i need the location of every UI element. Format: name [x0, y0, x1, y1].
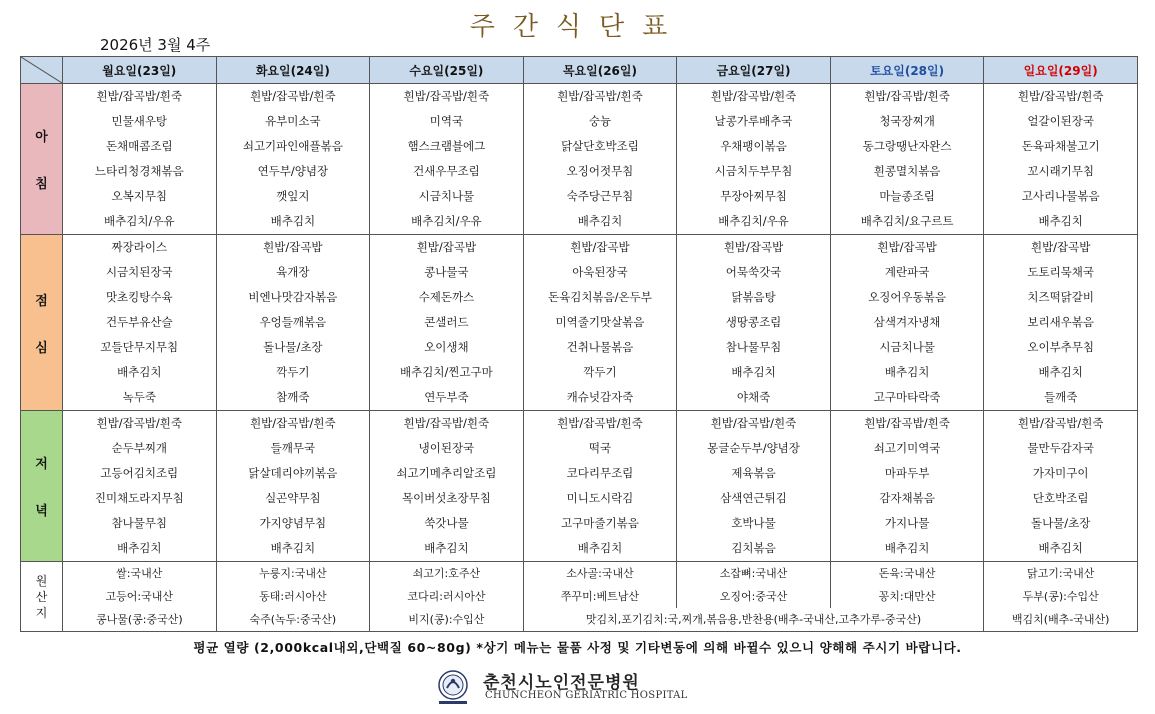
menu-item: 흰밥/잡곡밥	[877, 240, 937, 254]
menu-cell	[984, 411, 1138, 562]
menu-item: 비엔나맛감자볶음	[248, 290, 338, 304]
menu-item: 코다리:러시아산	[407, 590, 486, 603]
menu-cell	[63, 562, 217, 609]
menu-item: 느타리청경채볶음	[94, 164, 184, 178]
menu-item: 숭늉	[588, 114, 612, 128]
menu-item: 흰밥/잡곡밥/흰죽	[557, 89, 643, 103]
menu-item: 소사골:국내산	[566, 567, 634, 580]
menu-item: 꽁치:대만산	[878, 590, 936, 603]
menu-item: 미역줄기맛살볶음	[555, 315, 645, 329]
menu-item: 흰밥/잡곡밥/흰죽	[96, 416, 183, 430]
menu-item: 쇠고기메추리알조림	[396, 466, 497, 480]
menu-cell	[370, 562, 524, 609]
menu-item: 시금치나물	[879, 340, 935, 354]
hospital-name-en: CHUNCHEON GERIATRIC HOSPITAL	[485, 690, 688, 701]
menu-item: 가자미구이	[1032, 466, 1089, 480]
meal-label-char: 침	[35, 177, 48, 192]
menu-item: 떡국	[588, 441, 612, 455]
menu-item: 배추김치	[270, 541, 316, 555]
menu-item: 고등어김치조림	[100, 466, 179, 480]
menu-item: 치즈떡닭갈비	[1027, 290, 1095, 304]
menu-item: 고구마타락죽	[873, 390, 941, 404]
menu-item: 흰밥/잡곡밥/흰죽	[710, 416, 797, 430]
menu-item: 순두부찌개	[111, 441, 168, 455]
menu-item: 꼬들단무지무침	[100, 340, 179, 354]
meal-label-char: 저	[35, 457, 48, 472]
menu-cell	[370, 235, 524, 411]
meal-label-char: 점	[35, 293, 48, 309]
menu-item: 쇠고기파인애플볶음	[242, 139, 343, 153]
meal-label-lunch	[21, 235, 63, 411]
corner-cell	[21, 57, 63, 84]
menu-item: 들깨죽	[1044, 390, 1078, 404]
menu-item: 계란파국	[884, 265, 930, 279]
menu-item: 돈육김치볶음/온두부	[548, 290, 652, 304]
menu-item: 쌀:국내산	[116, 567, 163, 580]
menu-item: 흰밥/잡곡밥/흰죽	[403, 89, 490, 103]
menu-item: 얼갈이된장국	[1027, 114, 1095, 128]
menu-item: 민물새우탕	[111, 114, 168, 128]
menu-cell	[677, 411, 831, 562]
hospital-logo	[433, 666, 693, 708]
menu-item: 참나물무침	[725, 340, 782, 354]
menu-item: 배추김치	[577, 541, 623, 555]
menu-item: 단호박조림	[1032, 491, 1089, 505]
meal-label-breakfast	[21, 84, 63, 235]
menu-cell	[216, 608, 370, 632]
menu-cell	[830, 562, 984, 609]
menu-item: 오징어젓무침	[566, 164, 634, 178]
menu-item: 배추김치	[117, 541, 162, 555]
day-header: 일요일(29일)	[984, 57, 1138, 84]
menu-item: 짜장라이스	[111, 240, 168, 254]
menu-cell	[216, 235, 370, 411]
menu-item: 쭈꾸미:베트남산	[560, 590, 640, 603]
menu-item: 쑥갓나물	[424, 516, 469, 530]
menu-item: 몽글순두부/양념장	[707, 441, 800, 455]
meal-row-breakfast	[21, 84, 1138, 235]
menu-cell	[370, 608, 524, 632]
menu-item: 오복지무침	[111, 189, 168, 203]
menu-cell	[984, 84, 1138, 235]
menu-item: 햄스크램블에그	[407, 139, 486, 153]
menu-item: 흰밥/잡곡밥/흰죽	[96, 89, 183, 103]
menu-item: 김치볶음	[731, 541, 776, 555]
menu-item: 목이버섯초장무침	[401, 491, 491, 505]
meal-row-origin	[21, 562, 1138, 609]
menu-item: 백김치(배추-국내산)	[1011, 613, 1110, 626]
menu-cell	[63, 608, 217, 632]
menu-item: 배추김치	[424, 541, 469, 555]
menu-cell	[523, 608, 984, 632]
meal-row-lunch	[21, 235, 1138, 411]
menu-item: 청국장찌개	[879, 114, 935, 128]
meal-label-char: 원	[35, 573, 48, 588]
menu-item: 참깨죽	[276, 390, 310, 404]
menu-item: 고등어:국내산	[105, 590, 174, 603]
menu-cell	[523, 411, 677, 562]
diagonal-icon	[21, 57, 62, 83]
meal-label-dinner	[21, 411, 63, 562]
menu-cell	[523, 84, 677, 235]
menu-item: 제육볶음	[731, 466, 776, 480]
menu-item: 건새우무조림	[413, 164, 480, 178]
day-header: 토요일(28일)	[830, 57, 984, 84]
menu-item: 오징어:중국산	[719, 590, 788, 603]
menu-item: 배추김치/우유	[104, 214, 175, 228]
day-header: 화요일(24일)	[216, 57, 370, 84]
menu-cell	[830, 411, 984, 562]
menu-item: 누룽지:국내산	[259, 567, 327, 580]
meal-label-char: 아	[35, 130, 48, 145]
day-header: 목요일(26일)	[523, 57, 677, 84]
menu-item: 연두부죽	[424, 390, 469, 404]
menu-item: 배추김치/우유	[411, 214, 482, 228]
menu-item: 쇠고기:호주산	[412, 567, 481, 580]
menu-item: 들깨무국	[270, 441, 316, 455]
menu-item: 배추김치	[1038, 541, 1083, 555]
menu-item: 배추김치	[1038, 214, 1083, 228]
menu-item: 감자채볶음	[879, 491, 935, 505]
menu-cell	[523, 235, 677, 411]
menu-cell	[984, 235, 1138, 411]
menu-item: 물만두감자국	[1027, 441, 1095, 455]
menu-cell	[63, 411, 217, 562]
menu-item: 배추김치	[117, 365, 162, 379]
menu-item: 맛김치,포기김치:국,찌개,볶음용,반찬용(배추-국내산,고추가루-중국산)	[585, 613, 922, 626]
menu-cell	[63, 84, 217, 235]
hospital-name-ko: 춘천시노인전문병원	[483, 673, 640, 693]
meal-row-dinner	[21, 411, 1138, 562]
menu-item: 흰밥/잡곡밥/흰죽	[710, 89, 797, 103]
menu-item: 시금치된장국	[105, 265, 173, 279]
menu-item: 맛초킹탕수육	[105, 290, 173, 304]
menu-item: 생땅콩조림	[725, 315, 782, 329]
menu-item: 무장아찌무침	[720, 189, 787, 203]
meal-label-char: 산	[35, 589, 48, 604]
menu-cell	[63, 235, 217, 411]
menu-item: 배추김치/찐고구마	[400, 365, 493, 379]
menu-item: 돈육파채불고기	[1021, 139, 1100, 153]
hospital-logo-icon	[433, 668, 473, 706]
menu-item: 흰밥/잡곡밥	[416, 240, 477, 254]
menu-item: 보리새우볶음	[1027, 315, 1095, 329]
menu-item: 오이부추무침	[1027, 340, 1095, 354]
menu-item: 냉이된장국	[418, 441, 475, 455]
menu-item: 숙주(녹두:중국산)	[249, 613, 337, 626]
meal-label-origin	[21, 562, 63, 632]
menu-item: 오징어우동볶음	[868, 290, 946, 304]
menu-item: 녹두죽	[122, 390, 156, 404]
menu-item: 깍두기	[276, 365, 310, 379]
menu-item: 깻잎지	[276, 189, 310, 203]
menu-item: 야채죽	[736, 390, 771, 404]
meal-label-char: 심	[35, 340, 48, 356]
menu-item: 진미채도라지무침	[94, 491, 184, 505]
menu-item: 두부(콩):수입산	[1022, 590, 1099, 603]
menu-cell	[677, 84, 831, 235]
menu-cell	[216, 411, 370, 562]
menu-cell	[216, 562, 370, 609]
menu-item: 어묵쑥갓국	[725, 265, 782, 279]
menu-item: 흰밥/잡곡밥/흰죽	[250, 89, 336, 103]
menu-item: 쇠고기미역국	[873, 441, 941, 455]
meal-label-char: 녁	[35, 504, 48, 519]
notice-text: 평균 열량 (2,000kcal내외,단백질 60~80g) *상기 메뉴는 물품 사정 및 기타변동에 의해 바뀔수 있으니 양해해 주시기 바랍니다.	[193, 640, 962, 655]
menu-cell	[523, 562, 677, 609]
menu-item: 마늘종조림	[879, 189, 935, 203]
menu-item: 콘샐러드	[424, 315, 469, 329]
menu-cell	[370, 411, 524, 562]
menu-item: 미역국	[429, 114, 464, 128]
menu-item: 흰콩멸치볶음	[873, 164, 941, 178]
menu-item: 흰밥/잡곡밥	[723, 240, 784, 254]
menu-item: 시금치나물	[418, 189, 475, 203]
menu-item: 가지나물	[884, 516, 930, 530]
menu-item: 참나물무침	[111, 516, 168, 530]
menu-cell	[677, 235, 831, 411]
menu-cell	[216, 84, 370, 235]
menu-item: 흰밥/잡곡밥/흰죽	[557, 416, 643, 430]
day-header: 금요일(27일)	[677, 57, 831, 84]
menu-item: 건두부유산슬	[105, 315, 173, 329]
meal-label-char: 지	[35, 605, 48, 620]
menu-item: 배추김치/우유	[718, 214, 789, 228]
menu-item: 배추김치	[1038, 365, 1083, 379]
menu-item: 코다리무조림	[566, 466, 634, 480]
menu-item: 육개장	[276, 265, 310, 279]
menu-item: 깍두기	[583, 365, 617, 379]
menu-item: 유부미소국	[265, 114, 321, 128]
header-row	[21, 57, 1138, 84]
menu-item: 날콩가루배추국	[714, 114, 793, 128]
menu-item: 닭살단호박조림	[561, 139, 639, 153]
origin-row-last	[21, 608, 1138, 632]
menu-item: 고구마줄기볶음	[561, 516, 639, 530]
menu-item: 호박나물	[731, 516, 776, 530]
menu-item: 오이생채	[424, 340, 469, 354]
menu-item: 콩나물국	[424, 265, 469, 279]
menu-cell	[984, 562, 1138, 609]
menu-item: 삼색겨자냉채	[873, 315, 941, 329]
menu-cell	[370, 84, 524, 235]
menu-item: 닭고기:국내산	[1026, 567, 1095, 580]
menu-item: 배추김치	[270, 214, 316, 228]
menu-item: 배추김치/요구르트	[860, 214, 954, 228]
menu-item: 닭살데리야끼볶음	[248, 466, 338, 480]
menu-item: 고사리나물볶음	[1021, 189, 1100, 203]
menu-item: 돌나물/초장	[263, 340, 323, 354]
menu-item: 흰밥/잡곡밥	[1030, 240, 1091, 254]
menu-item: 연두부/양념장	[257, 164, 329, 178]
menu-item: 소잡뼈:국내산	[719, 567, 788, 580]
menu-item: 콩나물(콩:중국산)	[95, 613, 183, 626]
menu-item: 시금치두부무침	[714, 164, 793, 178]
menu-item: 흰밥/잡곡밥	[263, 240, 323, 254]
menu-item: 배추김치	[884, 541, 930, 555]
menu-item: 우엉들깨볶음	[259, 315, 327, 329]
menu-cell	[677, 562, 831, 609]
menu-item: 흰밥/잡곡밥	[570, 240, 630, 254]
menu-table	[20, 56, 1138, 632]
menu-cell	[830, 84, 984, 235]
page-title: 주간식단표	[469, 12, 686, 42]
menu-cell	[984, 608, 1138, 632]
menu-item: 동태:러시아산	[259, 590, 327, 603]
menu-item: 캐슈넛감자죽	[566, 390, 634, 404]
menu-item: 닭볶음탕	[731, 290, 776, 304]
menu-item: 동그랑땡난자완스	[862, 139, 952, 153]
menu-item: 미니도시락김	[566, 491, 634, 505]
menu-item: 돈육:국내산	[878, 567, 936, 580]
menu-cell	[830, 235, 984, 411]
menu-item: 실곤약무침	[265, 491, 321, 505]
menu-item: 배추김치	[884, 365, 930, 379]
menu-item: 돈채매콤조림	[105, 139, 173, 153]
day-header: 수요일(25일)	[370, 57, 524, 84]
menu-item: 우채팽이볶음	[720, 139, 787, 153]
menu-item: 가지양념무침	[259, 516, 327, 530]
week-label: 2026년 3월 4주	[100, 36, 211, 54]
menu-item: 흰밥/잡곡밥/흰죽	[403, 416, 490, 430]
menu-item: 흰밥/잡곡밥/흰죽	[250, 416, 336, 430]
menu-item: 흰밥/잡곡밥/흰죽	[1017, 89, 1104, 103]
menu-item: 아욱된장국	[572, 265, 628, 279]
menu-item: 배추김치	[731, 365, 776, 379]
menu-item: 수제돈까스	[418, 290, 475, 304]
menu-item: 꼬시래기무침	[1027, 164, 1095, 178]
menu-item: 건취나물볶음	[566, 340, 634, 354]
menu-item: 숙주당근무침	[566, 189, 634, 203]
day-header: 월요일(23일)	[63, 57, 217, 84]
menu-item: 흰밥/잡곡밥/흰죽	[864, 416, 950, 430]
menu-item: 비지(콩):수입산	[408, 613, 485, 626]
menu-item: 돌나물/초장	[1030, 516, 1091, 530]
menu-item: 흰밥/잡곡밥/흰죽	[1017, 416, 1104, 430]
menu-item: 배추김치	[577, 214, 623, 228]
menu-item: 삼색연근튀김	[720, 491, 787, 505]
menu-item: 마파두부	[884, 466, 930, 480]
menu-item: 도토리묵채국	[1027, 265, 1095, 279]
menu-item: 흰밥/잡곡밥/흰죽	[864, 89, 950, 103]
